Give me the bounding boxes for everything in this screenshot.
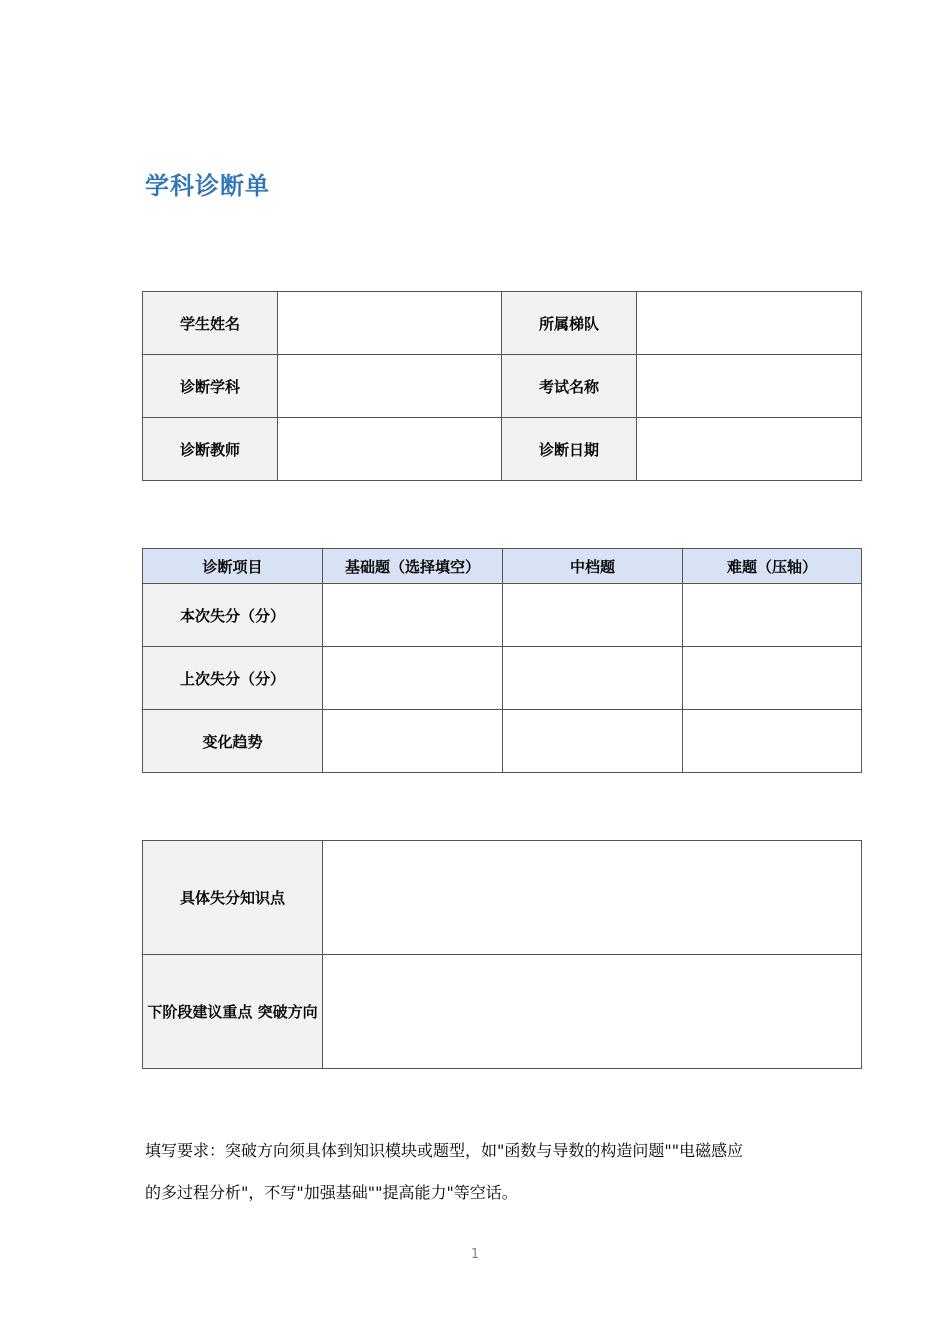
date-field[interactable] — [637, 418, 862, 481]
teacher-label: 诊断教师 — [143, 418, 278, 481]
cell-input[interactable] — [683, 647, 862, 710]
fill-requirement-note: 填写要求：突破方向须具体到知识模块或题型，如"函数与导数的构造问题""电磁感应 — [145, 1141, 744, 1160]
subject-label: 诊断学科 — [143, 355, 278, 418]
row-label: 下阶段建议重点 突破方向 — [143, 955, 323, 1069]
table-row — [143, 647, 862, 710]
exam-name-label: 考试名称 — [502, 355, 637, 418]
date-label: 诊断日期 — [502, 418, 637, 481]
fill-requirement-note: 的多过程分析"，不写"加强基础""提高能力"等空话。 — [145, 1183, 518, 1202]
page-title: 学科诊断单 — [145, 172, 270, 200]
row-label: 具体失分知识点 — [143, 841, 323, 955]
page-number: 1 — [470, 1247, 480, 1262]
table-row — [143, 710, 862, 773]
knowledge-points-field[interactable] — [323, 841, 862, 955]
tier-field[interactable] — [637, 292, 862, 355]
column-header: 基础题（选择填空） — [323, 549, 503, 584]
column-header: 难题（压轴） — [683, 549, 862, 584]
cell-input[interactable] — [503, 710, 683, 773]
table-header-row — [143, 549, 862, 584]
table-row — [143, 584, 862, 647]
student-name-field[interactable] — [278, 292, 502, 355]
student-info-table — [142, 291, 862, 481]
cell-input[interactable] — [503, 584, 683, 647]
teacher-field[interactable] — [278, 418, 502, 481]
cell-input[interactable] — [503, 647, 683, 710]
subject-field[interactable] — [278, 355, 502, 418]
table-row — [143, 355, 862, 418]
cell-input[interactable] — [683, 584, 862, 647]
cell-input[interactable] — [323, 710, 503, 773]
next-focus-field[interactable] — [323, 955, 862, 1069]
score-table — [142, 548, 862, 773]
cell-input[interactable] — [323, 584, 503, 647]
cell-input[interactable] — [683, 710, 862, 773]
column-header: 中档题 — [503, 549, 683, 584]
table-row — [143, 292, 862, 355]
tier-label: 所属梯队 — [502, 292, 637, 355]
cell-input[interactable] — [323, 647, 503, 710]
table-row — [143, 841, 862, 955]
table-row — [143, 418, 862, 481]
column-header: 诊断项目 — [143, 549, 323, 584]
detail-table — [142, 840, 862, 1069]
student-name-label: 学生姓名 — [143, 292, 278, 355]
row-label: 变化趋势 — [143, 710, 323, 773]
row-label: 本次失分（分） — [143, 584, 323, 647]
row-label: 上次失分（分） — [143, 647, 323, 710]
table-row — [143, 955, 862, 1069]
exam-name-field[interactable] — [637, 355, 862, 418]
